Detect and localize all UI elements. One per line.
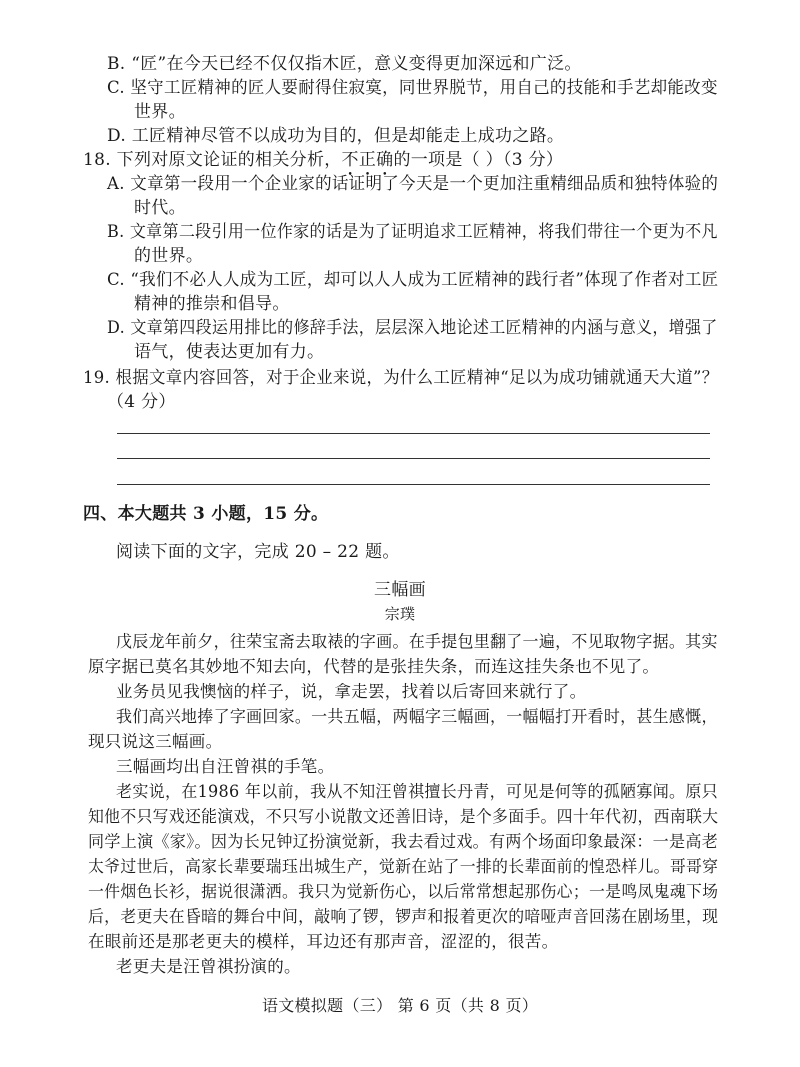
article-line: 同学上演《家》。因为长兄钟辽扮演觉新，我去看过戏。有两个场面印象最深：一是高老 [88,832,719,851]
article-author: 宗璞 [384,605,416,623]
q18-stem: 18. 下列对原文论证的相关分析，不正确的一项是（ ）（3 分） [83,150,564,170]
q17-option-d: D. 工匠精神尽管不以成功为目的，但是却能走上成功之路。 [107,126,565,146]
article-line: 太爷过世后，高家长辈要瑞珏出城生产，觉新在站了一排的长辈面前的惶恐样儿。哥哥穿 [88,857,719,876]
article-title: 三幅画 [374,580,426,600]
answer-line[interactable] [117,433,710,434]
article-line: 原字据已莫名其妙地不知去向，代替的是张挂失条，而连这挂失条也不见了。 [88,657,660,676]
section-instruction: 阅读下面的文字，完成 20 – 22 题。 [116,542,400,562]
section-heading: 四、本大题共 3 小题，15 分。 [83,504,329,524]
article-line: 老实说，在1986 年以前，我从不知汪曾祺擅长丹青，可见是何等的孤陋寡闻。原只 [116,782,718,801]
answer-line[interactable] [117,484,710,485]
answer-line[interactable] [117,458,710,459]
q18-option-c-cont: 精神的推崇和倡导。 [134,294,290,314]
q19-stem: 19. 根据文章内容回答，对于企业来说，为什么工匠精神“足以为成功铺就通天大道”？ [83,368,719,388]
page-footer: 语文模拟题（三） 第 6 页（共 8 页） [261,996,539,1015]
q18-option-a-cont: 时代。 [134,198,186,218]
article-line: 三幅画均出自汪曾祺的手笔。 [116,757,335,776]
article-line: 在眼前还是那老更夫的模样，耳边还有那声音，涩涩的，很苦。 [88,932,559,951]
q18-option-d-cont: 语气，使表达更加有力。 [134,342,325,362]
q17-option-b: B. “匠”在今天已经不仅仅指木匠，意义变得更加深远和广泛。 [107,54,582,74]
article-line: 业务员见我懊恼的样子，说，拿走罢，找着以后寄回来就行了。 [116,682,587,701]
q17-option-c-cont: 世界。 [134,102,186,122]
q18-option-b: B. 文章第二段引用一位作家的话是为了证明追求工匠精神，将我们带往一个更为不凡 [107,222,718,242]
q18-option-a: A. 文章第一段用一个企业家的话证明了今天是一个更加注重精细品质和独特体验的 [107,174,719,194]
q18-option-d: D. 文章第四段运用排比的修辞手法，层层深入地论述工匠精神的内涵与意义，增强了 [107,318,718,338]
q18-option-c: C. “我们不必人人成为工匠，却可以人人成为工匠精神的践行者”体现了作者对工匠 [107,270,719,290]
article-line: 现只说这三幅画。 [88,732,223,751]
article-line: 戊辰龙年前夕，往荣宝斋去取裱的字画。在手提包里翻了一遍，不见取物字据。其实 [116,632,718,651]
q17-option-c: C. 坚守工匠精神的匠人要耐得住寂寞，同世界脱节，用自己的技能和手艺却能改变 [107,78,718,98]
article-line: 老更夫是汪曾祺扮演的。 [116,957,301,976]
q18-option-b-cont: 的世界。 [134,246,204,266]
article-line: 一件烟色长衫，据说很潇洒。我只为觉新伤心，以后常常想起那伤心；一是鸣凤鬼魂下场 [88,882,719,901]
article-line: 我们高兴地捧了字画回家。一共五幅，两幅字三幅画，一幅幅打开看时，甚生感慨， [116,707,718,726]
article-line: 知他不只写戏还能演戏，不只写小说散文还善旧诗，是个多面手。四十年代初，西南联大 [88,807,719,826]
article-line: 后，老更夫在昏暗的舞台中间，敲响了锣，锣声和报着更次的喑哑声音回荡在剧场里，现 [88,907,719,926]
q18-emphasis: 不正确 [341,150,394,170]
q19-points: （4 分） [107,392,176,412]
